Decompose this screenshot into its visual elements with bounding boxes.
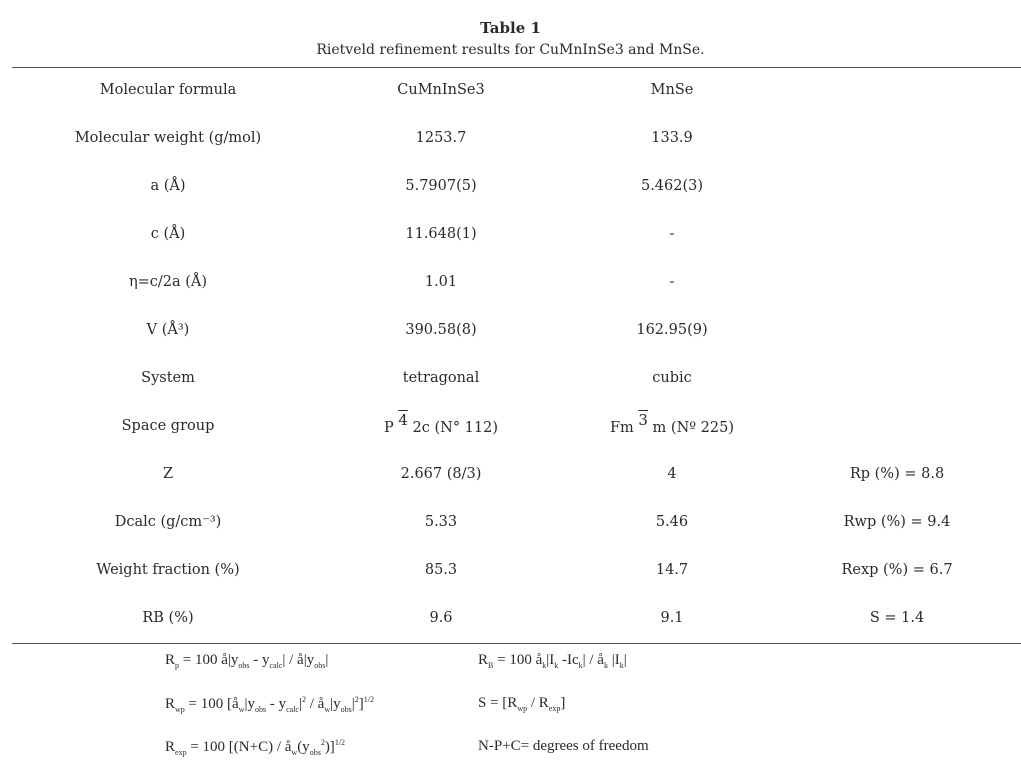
row-label: V (Å³) bbox=[146, 322, 190, 338]
top-rule bbox=[12, 67, 1021, 68]
formula bbox=[478, 738, 649, 755]
table-row bbox=[0, 178, 1021, 202]
formula-part: k bbox=[603, 661, 608, 670]
cumninse3-value: tetragonal bbox=[402, 370, 480, 386]
formula-part: B bbox=[488, 661, 494, 670]
mnse-value: - bbox=[669, 274, 675, 290]
row-label: η=c/2a (Å) bbox=[128, 274, 208, 290]
space-group-bar: 3 bbox=[638, 411, 648, 429]
mnse-value: 5.462(3) bbox=[640, 178, 704, 194]
formula-part: wp bbox=[517, 704, 528, 713]
space-group-pre: P bbox=[383, 420, 394, 436]
formula-part: R bbox=[165, 739, 176, 755]
bottom-rule bbox=[12, 643, 1021, 644]
space-group-pre: Fm bbox=[609, 420, 634, 436]
cumninse3-value: 5.7907(5) bbox=[405, 178, 477, 194]
formula-part: 1/2 bbox=[334, 738, 346, 747]
row-label: c (Å) bbox=[150, 226, 186, 242]
formula-part: | bbox=[351, 696, 355, 712]
cumninse3-value: 1253.7 bbox=[415, 130, 467, 146]
formula-part: R bbox=[165, 696, 176, 712]
formula bbox=[165, 652, 328, 670]
table-row bbox=[0, 562, 1021, 586]
cumninse3-value: 85.3 bbox=[424, 562, 458, 578]
formula-part: / R bbox=[527, 695, 549, 711]
row-label: Z bbox=[162, 466, 174, 482]
space-group-post: m (Nº 225) bbox=[652, 420, 735, 436]
formula-part: = 100 [å bbox=[184, 696, 239, 712]
formula-part: wp bbox=[175, 705, 185, 714]
cumninse3-value: 9.6 bbox=[429, 610, 453, 626]
formula-part: | / å|y bbox=[282, 652, 315, 668]
formula-part: 1/2 bbox=[363, 695, 374, 704]
formula-part: N-P+C= degrees of freedom bbox=[478, 738, 649, 754]
cumninse3-value: 5.33 bbox=[424, 514, 458, 530]
formula-part: 2 bbox=[320, 738, 325, 747]
formula-part: ] bbox=[560, 695, 566, 711]
formula-part: calc bbox=[286, 705, 299, 714]
formula-part: / å bbox=[305, 696, 325, 712]
formula-part: -Ic bbox=[558, 652, 579, 668]
table-row bbox=[0, 514, 1021, 538]
mnse-value: 162.95(9) bbox=[636, 322, 708, 338]
formula-part: w bbox=[291, 748, 298, 757]
formula-part: - y bbox=[266, 696, 287, 712]
row-label: Molecular formula bbox=[99, 82, 237, 98]
cumninse3-value: 11.648(1) bbox=[405, 226, 477, 242]
formula-part: 2 bbox=[354, 695, 359, 704]
mnse-value: MnSe bbox=[650, 82, 694, 98]
space-group-cell bbox=[609, 411, 735, 436]
formula-part: obs bbox=[254, 705, 267, 714]
table-row bbox=[0, 466, 1021, 490]
table-row bbox=[0, 226, 1021, 250]
formula-part: )] bbox=[324, 739, 335, 755]
row-label: Molecular weight (g/mol) bbox=[74, 130, 262, 146]
formula-part: k bbox=[542, 661, 547, 670]
table-row bbox=[0, 274, 1021, 298]
formula bbox=[478, 695, 565, 713]
formula-part: obs bbox=[238, 661, 250, 670]
formula-part: S = [R bbox=[478, 695, 518, 711]
refinement-factor: S = 1.4 bbox=[869, 610, 925, 626]
formula-part: obs bbox=[309, 748, 321, 757]
formula-part: p bbox=[175, 661, 180, 670]
formula-part: R bbox=[478, 652, 489, 668]
refinement-factor: Rexp (%) = 6.7 bbox=[841, 562, 953, 578]
formula-part: w bbox=[324, 705, 331, 714]
cumninse3-value: CuMnInSe3 bbox=[397, 82, 485, 98]
formula-part: obs bbox=[314, 661, 326, 670]
formula bbox=[165, 738, 345, 757]
formula-part: exp bbox=[175, 748, 187, 757]
cumninse3-value: 390.58(8) bbox=[405, 322, 477, 338]
mnse-value: - bbox=[669, 226, 675, 242]
mnse-value: 14.7 bbox=[655, 562, 689, 578]
table-row bbox=[0, 82, 1021, 106]
cumninse3-value: 1.01 bbox=[424, 274, 458, 290]
formula bbox=[165, 695, 374, 714]
table-row bbox=[0, 130, 1021, 154]
formula-part: = 100 å bbox=[493, 652, 543, 668]
formula-part: k bbox=[554, 661, 559, 670]
table-row bbox=[0, 322, 1021, 346]
table-row bbox=[0, 411, 1021, 442]
table-row bbox=[0, 370, 1021, 394]
row-label: Dcalc (g/cm⁻³) bbox=[114, 514, 222, 530]
table-caption: Rietveld refinement results for CuMnInSe3 and MnSe. bbox=[316, 42, 705, 58]
space-group-cell bbox=[383, 411, 499, 436]
formula-part: |I bbox=[607, 652, 620, 668]
formula-part: calc bbox=[269, 661, 283, 670]
formula-part: = 100 [(N+C) / å bbox=[186, 739, 292, 755]
formula-part: | bbox=[623, 652, 627, 668]
row-label: Weight fraction (%) bbox=[96, 562, 240, 578]
formula-part: 2 bbox=[301, 695, 306, 704]
mnse-value: 4 bbox=[667, 466, 677, 482]
refinement-factor: Rp (%) = 8.8 bbox=[849, 466, 945, 482]
formula-part: |y bbox=[330, 696, 341, 712]
table-title: Table 1 bbox=[480, 19, 541, 37]
row-label: Space group bbox=[121, 418, 215, 434]
mnse-value: cubic bbox=[652, 370, 692, 386]
formula-part: exp bbox=[548, 704, 561, 713]
row-label: a (Å) bbox=[150, 178, 186, 194]
space-group-post: 2c (N° 112) bbox=[412, 420, 499, 436]
formula-part: |y bbox=[244, 696, 255, 712]
formula-part: - y bbox=[249, 652, 270, 668]
formula-part: |I bbox=[546, 652, 555, 668]
space-group-bar: 4 bbox=[398, 411, 408, 429]
row-label: RB (%) bbox=[142, 610, 194, 626]
refinement-factor: Rwp (%) = 9.4 bbox=[843, 514, 951, 530]
formula-part: obs bbox=[340, 705, 352, 714]
formula-part: k bbox=[578, 661, 583, 670]
formula-part: | bbox=[298, 696, 302, 712]
formula-part: (y bbox=[297, 739, 310, 755]
formula-part: = 100 å|y bbox=[179, 652, 239, 668]
mnse-value: 5.46 bbox=[655, 514, 689, 530]
formula-part: ] bbox=[358, 696, 364, 712]
formula-part: k bbox=[619, 661, 624, 670]
formula-part: R bbox=[165, 652, 176, 668]
mnse-value: 9.1 bbox=[660, 610, 684, 626]
formula bbox=[478, 652, 627, 670]
formula-part: w bbox=[238, 705, 245, 714]
formula-part: | bbox=[325, 652, 329, 668]
table-row bbox=[0, 610, 1021, 634]
formula-part: | / å bbox=[582, 652, 604, 668]
mnse-value: 133.9 bbox=[651, 130, 693, 146]
cumninse3-value: 2.667 (8/3) bbox=[400, 466, 482, 482]
row-label: System bbox=[141, 370, 195, 386]
